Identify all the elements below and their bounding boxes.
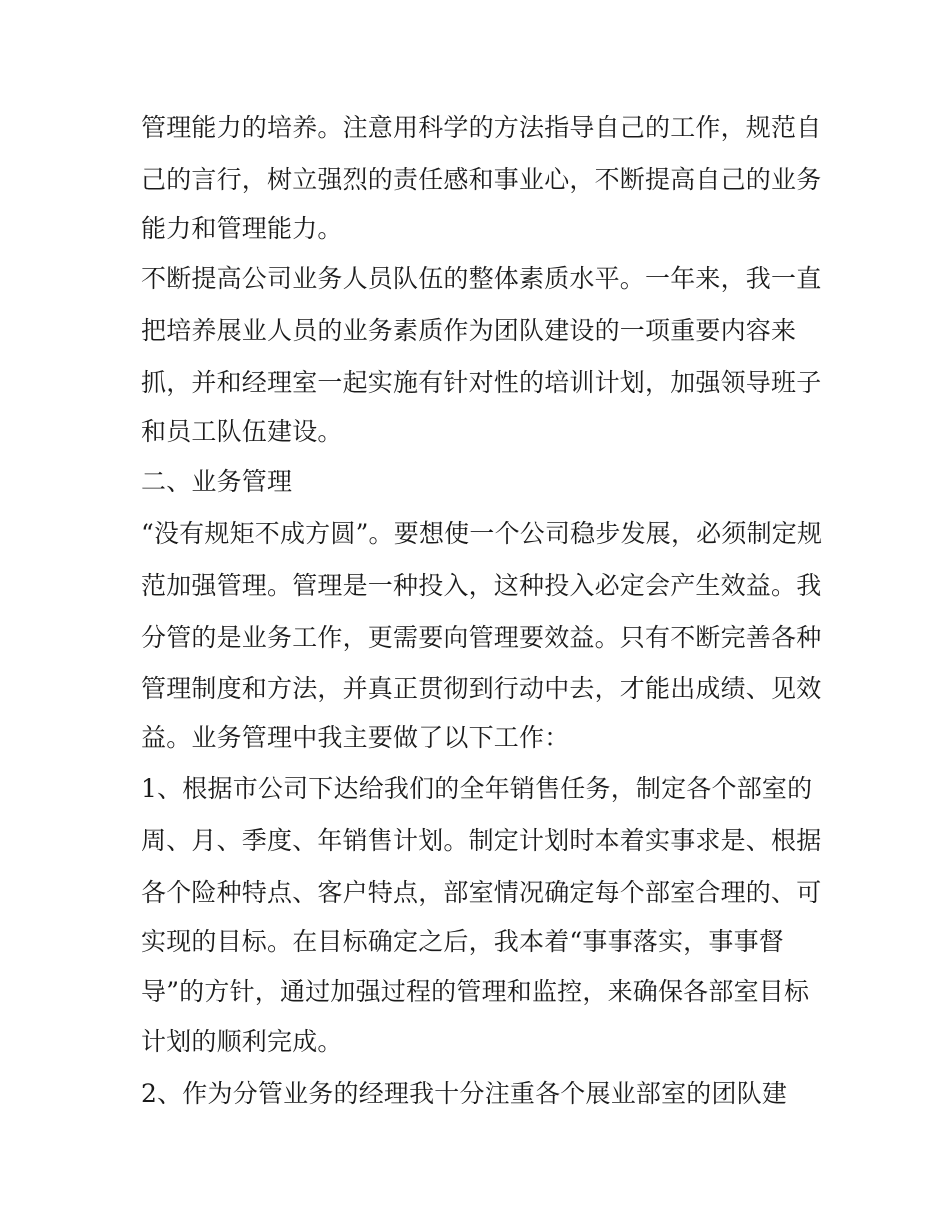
paragraph-line: 计划的顺利完成。 <box>141 1027 343 1056</box>
paragraph-line: 抓，并和经理室一起实施有针对性的培训计划，加强领导班子 <box>141 368 822 397</box>
paragraph-line: 范加强管理。管理是一种投入，这种投入必定会产生效益。我 <box>141 571 822 600</box>
paragraph-line: 各个险种特点、客户特点，部室情况确定每个部室合理的、可 <box>141 878 822 907</box>
paragraph-line: 实现的目标。在目标确定之后，我本着“事事落实，事事督 <box>141 927 784 956</box>
paragraph-line: 不断提高公司业务人员队伍的整体素质水平。一年来，我一直 <box>141 264 822 293</box>
paragraph-line: 导”的方针，通过加强过程的管理和监控，来确保各部室目标 <box>141 977 810 1006</box>
paragraph-line: 周、月、季度、年销售计划。制定计划时本着实事求是、根据 <box>141 826 822 855</box>
paragraph-line: 管理制度和方法，并真正贯彻到行动中去，才能出成绩、见效 <box>141 674 822 703</box>
section-heading: 二、业务管理 <box>141 467 293 496</box>
paragraph-line: 和员工队伍建设。 <box>141 417 343 446</box>
paragraph-line: 把培养展业人员的业务素质作为团队建设的一项重要内容来 <box>141 316 797 345</box>
paragraph-line: 2、作为分管业务的经理我十分注重各个展业部室的团队建 <box>141 1079 788 1108</box>
paragraph-line: 能力和管理能力。 <box>141 214 343 243</box>
paragraph-line: 1、根据市公司下达给我们的全年销售任务，制定各个部室的 <box>141 774 813 803</box>
paragraph-line: 己的言行，树立强烈的责任感和事业心，不断提高自己的业务 <box>141 165 822 194</box>
paragraph-line: 管理能力的培养。注意用科学的方法指导自己的工作，规范自 <box>141 113 822 142</box>
paragraph-line: 益。业务管理中我主要做了以下工作： <box>141 723 570 752</box>
paragraph-line: “没有规矩不成方圆”。要想使一个公司稳步发展，必须制定规 <box>141 519 823 548</box>
paragraph-line: 分管的是业务工作，更需要向管理要效益。只有不断完善各种 <box>141 623 822 652</box>
